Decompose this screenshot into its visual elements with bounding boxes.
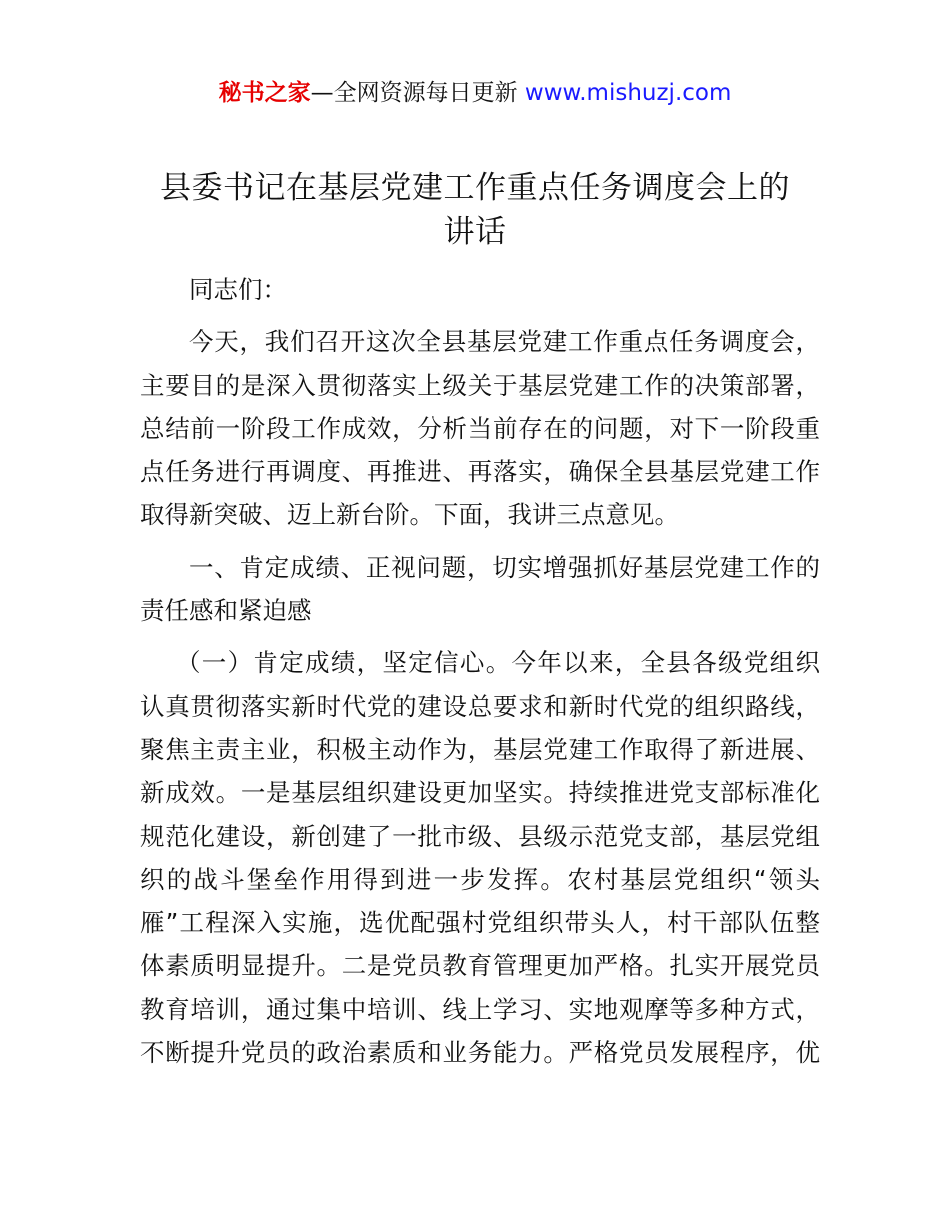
paragraph-achievements xyxy=(140,641,820,1074)
paragraph-intro xyxy=(140,320,820,536)
paragraph-line: 今天，我们召开这次全县基层党建工作重点任务调度会， xyxy=(189,327,820,357)
paragraph-line: 不断提升党员的政治素质和业务能力。严格党员发展程序，优 xyxy=(140,1038,820,1068)
paragraph-line: 点任务进行再调度、再推进、再落实，确保全县基层党建工作 xyxy=(140,457,820,487)
site-url-link[interactable]: www.mishuzj.com xyxy=(524,80,732,106)
paragraph-line: 新成效。一是基层组织建设更加坚实。持续推进党支部标准化 xyxy=(140,778,820,808)
paragraph-line: 认真贯彻落实新时代党的建设总要求和新时代党的组织路线， xyxy=(140,691,820,721)
document-title xyxy=(140,166,810,254)
document-body xyxy=(140,268,820,1074)
site-header xyxy=(0,76,950,110)
heading-line: 一、肯定成绩、正视问题，切实增强抓好基层党建工作的 xyxy=(189,552,820,582)
salutation: 同志们： xyxy=(189,275,287,304)
paragraph-line: 教育培训，通过集中培训、线上学习、实地观摩等多种方式， xyxy=(140,994,820,1024)
site-tagline: —全网资源每日更新 xyxy=(310,80,518,106)
title-line: 县委书记在基层党建工作重点任务调度会上的 xyxy=(160,170,790,206)
paragraph-line: 体素质明显提升。二是党员教育管理更加严格。扎实开展党员 xyxy=(140,951,820,981)
paragraph-line: （一）肯定成绩，坚定信心。今年以来，全县各级党组织 xyxy=(176,648,820,678)
paragraph-line: 取得新突破、迈上新台阶。下面，我讲三点意见。 xyxy=(140,500,679,530)
title-line: 讲话 xyxy=(443,214,507,250)
paragraph-line: 聚焦主责主业，积极主动作为，基层党建工作取得了新进展、 xyxy=(140,734,820,764)
paragraph-line: 织的战斗堡垒作用得到进一步发挥。农村基层党组织“领头 xyxy=(140,864,820,894)
heading-line: 责任感和紧迫感 xyxy=(140,596,312,626)
paragraph-line: 雁”工程深入实施，选优配强村党组织带头人，村干部队伍整 xyxy=(140,908,820,938)
paragraph-line: 规范化建设，新创建了一批市级、县级示范党支部，基层党组 xyxy=(140,821,820,851)
paragraph-line: 总结前一阶段工作成效，分析当前存在的问题，对下一阶段重 xyxy=(140,413,820,443)
paragraph-line: 主要目的是深入贯彻落实上级关于基层党建工作的决策部署， xyxy=(140,370,820,400)
section-heading-1 xyxy=(140,546,820,633)
site-brand: 秘书之家 xyxy=(218,80,311,106)
